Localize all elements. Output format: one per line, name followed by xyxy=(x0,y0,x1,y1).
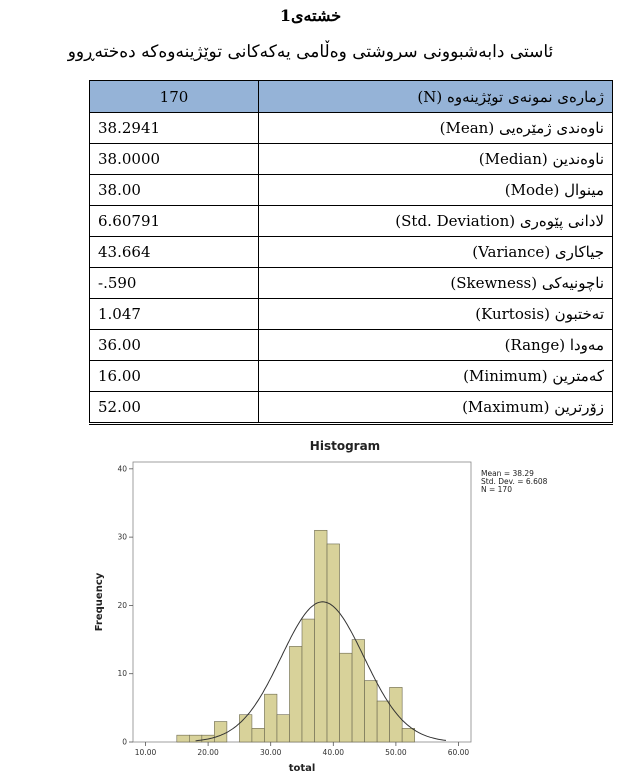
variance-value: 43.664 xyxy=(90,237,259,268)
sample-size-value: 170 xyxy=(90,81,259,113)
std-deviation-label: لادانی پێوەری (Std. Deviation) xyxy=(259,206,613,237)
legend-stats xyxy=(481,469,548,494)
std-deviation-value: 6.60791 xyxy=(90,206,259,237)
legend-mean: Mean = 38.29 xyxy=(481,469,534,478)
mean-label: ناوەندی ژمێرەیی (Mean) xyxy=(259,113,613,144)
median-label: ناوەندین (Median) xyxy=(259,144,613,175)
table-row xyxy=(90,144,613,175)
histogram-bar-11 xyxy=(315,530,328,742)
maximum-value: 52.00 xyxy=(90,392,259,424)
legend-n: N = 170 xyxy=(481,485,512,494)
table-row xyxy=(90,175,613,206)
x-tick-label: 10.00 xyxy=(134,748,157,757)
x-tick-label: 50.00 xyxy=(385,748,407,757)
range-value: 36.00 xyxy=(90,330,259,361)
histogram-bar-16 xyxy=(377,701,390,742)
histogram-bar-10 xyxy=(302,619,315,742)
skewness-label: ناچونیەکی (Skewness) xyxy=(259,268,613,299)
kurtosis-label: تەختبون (Kurtosis) xyxy=(259,299,613,330)
mean-value: 38.2941 xyxy=(90,113,259,144)
histogram-bar-7 xyxy=(264,694,277,742)
mode-label: مینوال (Mode) xyxy=(259,175,613,206)
histogram-bar-18 xyxy=(402,728,415,742)
histogram-bar-17 xyxy=(390,687,403,742)
skewness-value: -.590 xyxy=(90,268,259,299)
mode-value: 38.00 xyxy=(90,175,259,206)
histogram-bar-15 xyxy=(365,681,378,742)
histogram-bar-12 xyxy=(327,544,340,742)
histogram-bar-6 xyxy=(252,728,265,742)
y-axis-label: Frequency xyxy=(94,572,105,632)
table-row xyxy=(90,237,613,268)
range-label: مەودا (Range) xyxy=(259,330,613,361)
x-tick-label: 60.00 xyxy=(447,748,470,757)
table-row xyxy=(90,361,613,392)
histogram-chart xyxy=(88,432,588,774)
histogram-bar-0 xyxy=(177,735,190,742)
table-number: 1خشتەی xyxy=(279,6,342,25)
histogram-bar-8 xyxy=(277,715,290,742)
descriptive-stats-table xyxy=(89,80,613,425)
table-header-row xyxy=(90,81,613,113)
histogram-bar-13 xyxy=(340,653,353,742)
y-tick-label: 10 xyxy=(117,669,127,679)
legend-std-dev: Std. Dev. = 6.608 xyxy=(481,477,548,486)
kurtosis-value: 1.047 xyxy=(90,299,259,330)
y-tick-label: 40 xyxy=(117,464,127,474)
median-value: 38.0000 xyxy=(90,144,259,175)
histogram-bar-5 xyxy=(239,715,252,742)
x-tick-label: 30.00 xyxy=(259,748,282,757)
y-tick-label: 0 xyxy=(122,737,127,747)
histogram-bar-1 xyxy=(189,735,202,742)
minimum-label: کەمترین (Minimum) xyxy=(259,361,613,392)
table-row xyxy=(90,392,613,424)
sample-size-label: ژمارەی نمونەی توێژینەوە (N) xyxy=(259,81,613,113)
maximum-label: زۆرترین (Maximum) xyxy=(259,392,613,424)
chart-title: Histogram xyxy=(309,439,381,453)
table-row xyxy=(90,206,613,237)
minimum-value: 16.00 xyxy=(90,361,259,392)
x-tick-label: 40.00 xyxy=(322,748,345,757)
y-tick-label: 20 xyxy=(117,600,127,610)
variance-label: جیاکاری (Variance) xyxy=(259,237,613,268)
table-row xyxy=(90,113,613,144)
histogram-bar-3 xyxy=(214,722,227,742)
table-row xyxy=(90,268,613,299)
histogram-bar-9 xyxy=(289,646,302,742)
y-tick-label: 30 xyxy=(117,532,127,542)
table-row xyxy=(90,330,613,361)
x-tick-label: 20.00 xyxy=(197,748,219,757)
table-row xyxy=(90,299,613,330)
x-axis-label: total xyxy=(288,763,316,774)
table-caption: ئاستی دابەشبوونی سروشتی وەڵامی یەکەکانی توێژینەوەکە دەختەڕوو xyxy=(67,42,554,62)
